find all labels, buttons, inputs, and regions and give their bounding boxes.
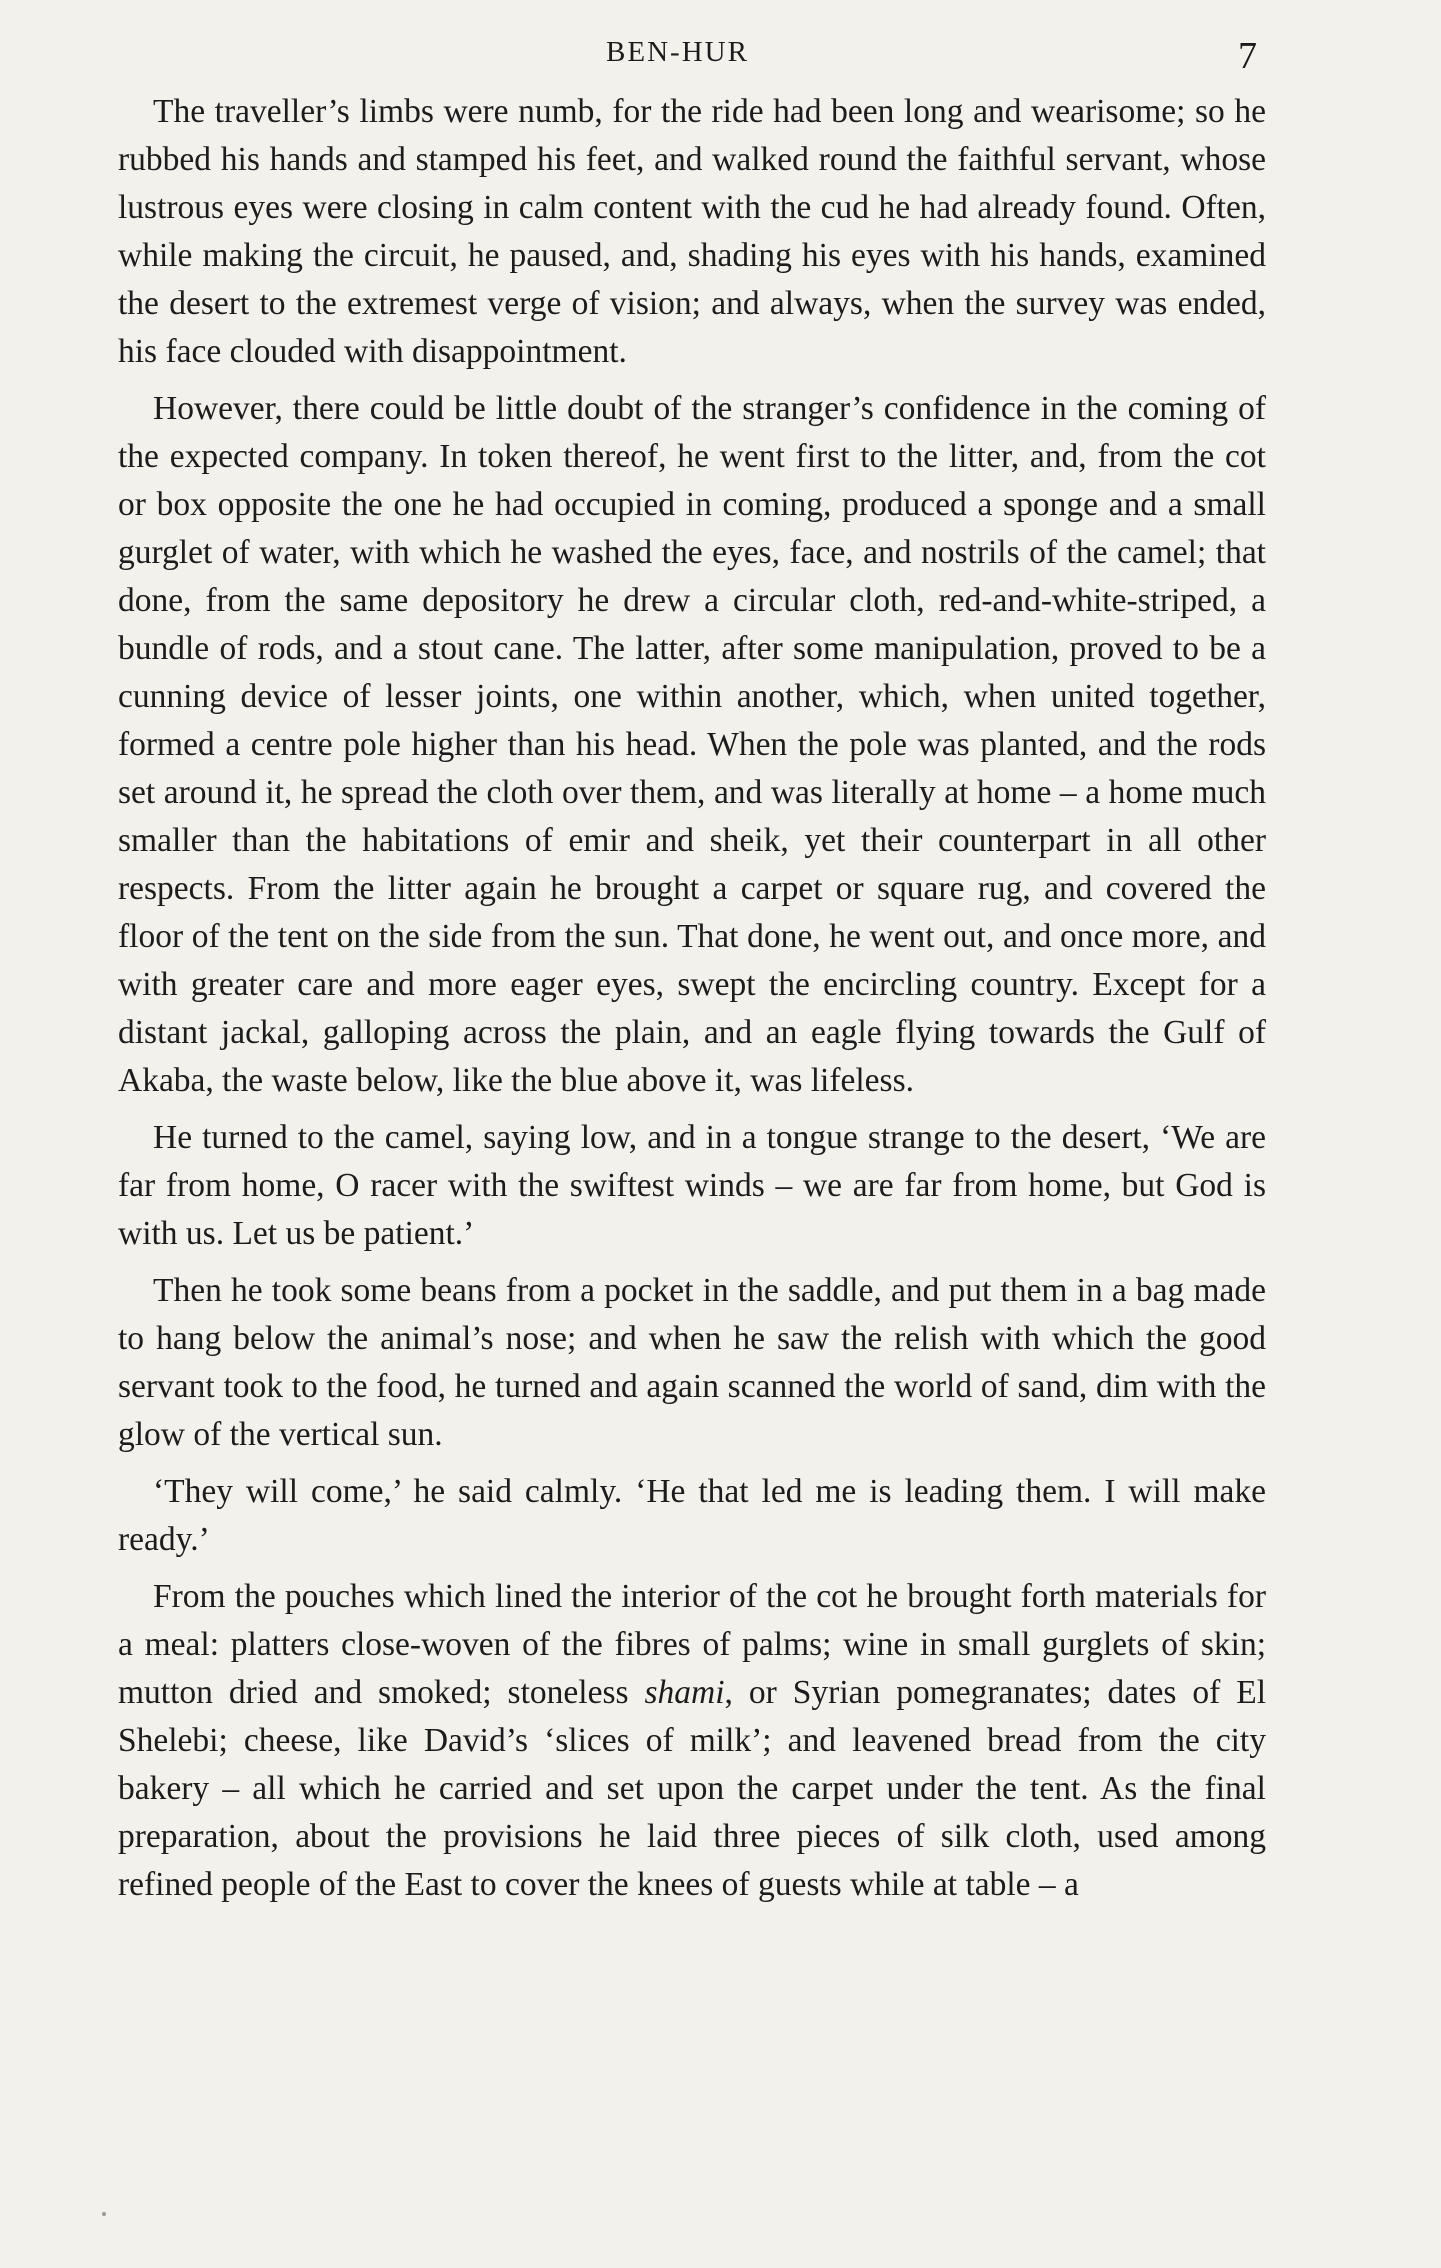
paragraph-text: From the pouches which lined the interior of the cot he brought forth materials for a meal: platters close-woven of the fibres of palms; wine in small gurglets of skin; mutton dried and smoked; stoneless — [118, 1578, 1266, 1711]
running-head — [0, 34, 1441, 77]
paragraph: Then he took some beans from a pocket in the saddle, and put them in a bag made to hang below the animal’s nose; and when he saw the relish with which the good servant took to the food, he turned and again scanned the world of sand, dim with the glow of the vertical sun. — [118, 1272, 1266, 1453]
paragraph: ‘They will come,’ he said calmly. ‘He that led me is leading them. I will make ready.’ — [118, 1473, 1266, 1558]
running-title: BEN-HUR — [606, 36, 749, 68]
margin-speck — [102, 2212, 106, 2216]
italic-term: shami — [644, 1674, 725, 1711]
paragraph: However, there could be little doubt of the stranger’s confidence in the coming of the expected company. In token thereof, he went first to the litter, and, from the cot or box opposite the one he had occupied in coming, produced a sponge and a small gurglet of water, with which he washed the eyes, face, and nostrils of the camel; that done, from the same depository he drew a circular cloth, red-and-white-striped, a bundle of rods, and a stout cane. The latter, after some manipulation, proved to be a cunning device of lesser joints, one within another, which, when united together, formed a centre pole higher than his head. When the pole was planted, and the rods set around it, he spread the cloth over them, and was literally at home – a home much smaller than the habitations of emir and sheik, yet their counterpart in all other respects. From the litter again he brought a carpet or square rug, and covered the floor of the tent on the side from the sun. That done, he went out, and once more, and with greater care and more eager eyes, swept the encircling country. Except for a distant jackal, galloping across the plain, and an eagle flying towards the Gulf of Akaba, the waste below, like the blue above it, was lifeless. — [118, 390, 1266, 1099]
body-text — [118, 88, 1266, 1909]
page-number: 7 — [1238, 35, 1257, 77]
paragraph-text: , or Syrian pomegranates; dates of El Shelebi; cheese, like David’s ‘slices of milk’; and leavened bread from the city bakery – all which he carried and set upon the carpet under the tent. As the final preparation, about the provisions he laid three pieces of silk cloth, used among refined people of the East to cover the knees of guests while at table – a — [118, 1674, 1267, 1903]
paragraph: The traveller’s limbs were numb, for the ride had been long and wearisome; so he rubbed his hands and stamped his feet, and walked round the faithful servant, whose lustrous eyes were closing in calm content with the cud he had already found. Often, while making the circuit, he paused, and, shading his eyes with his hands, examined the desert to the extremest verge of vision; and always, when the survey was ended, his face clouded with disappointment. — [118, 93, 1266, 370]
paragraph: He turned to the camel, saying low, and in a tongue strange to the desert, ‘We are far from home, O racer with the swiftest winds – we are far from home, but God is with us. Let us be patient.’ — [118, 1119, 1266, 1252]
paragraph — [118, 1573, 1266, 1909]
